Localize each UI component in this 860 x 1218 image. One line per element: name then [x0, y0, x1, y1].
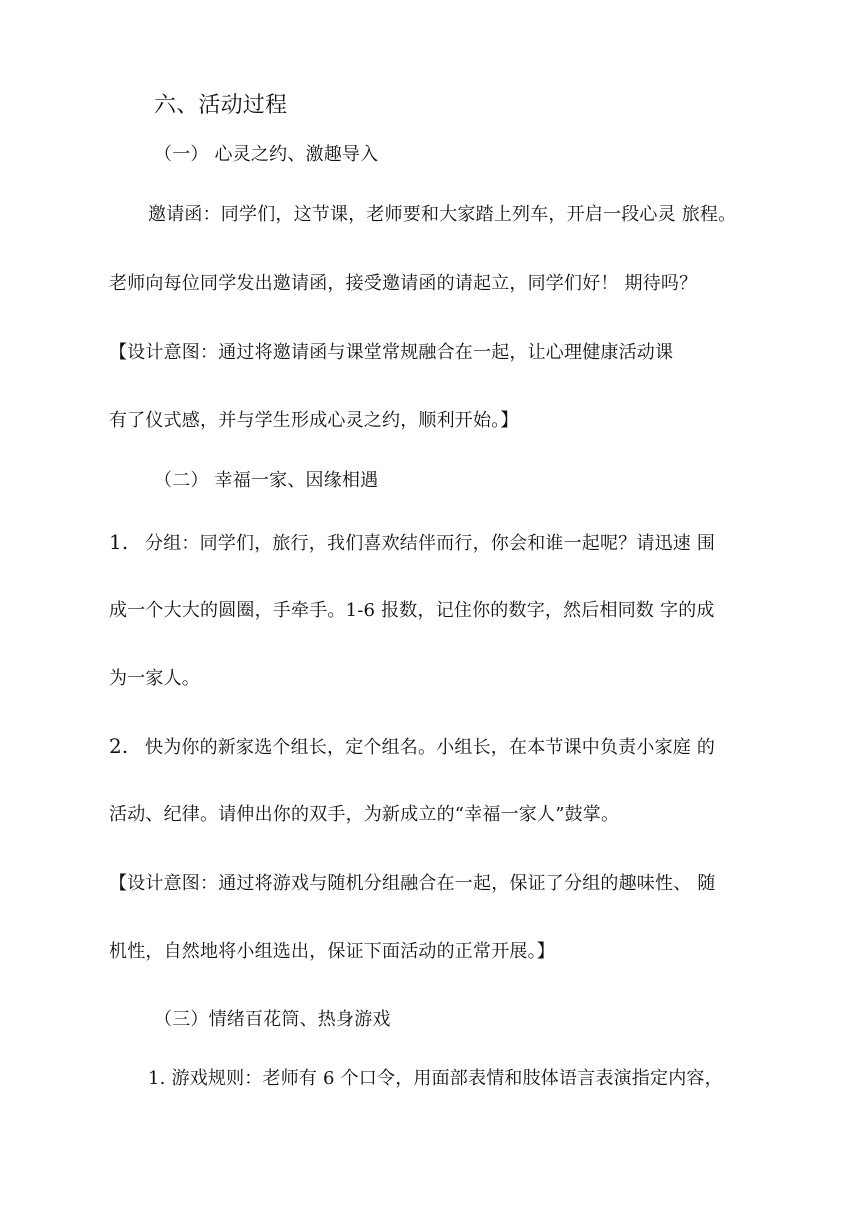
paragraph: 邀请函：同学们，这节课，老师要和大家踏上列车，开启一段心灵 旅程。: [148, 204, 737, 225]
design-intent: 【设计意图：通过将游戏与随机分组融合在一起，保证了分组的趣味性、 随: [109, 873, 716, 894]
paragraph: 老师向每位同学发出邀请函，接受邀请函的请起立，同学们好！ 期待吗？: [109, 273, 698, 294]
subsection-title-1: （一） 心灵之约、激趣导入: [154, 144, 379, 165]
list-item: 成一个大大的圆圈，手牵手。1-6 报数，记住你的数字，然后相同数 字的成: [109, 600, 715, 621]
subsection-title-3: （三）情绪百花筒、热身游戏: [154, 1009, 391, 1030]
list-item: 1. 游戏规则：老师有 6 个口令，用面部表情和肢体语言表演指定内容，: [148, 1068, 723, 1089]
design-intent: 【设计意图：通过将邀请函与课堂常规融合在一起，让心理健康活动课: [109, 342, 674, 363]
list-number: 2.: [109, 734, 129, 758]
list-item: 活动、纪律。请伸出你的双手，为新成立的“幸福一家人”鼓掌。: [109, 804, 620, 825]
list-item: 为一家人。: [109, 668, 200, 689]
subsection-title-2: （二） 幸福一家、因缘相遇: [154, 470, 379, 491]
section-heading: 六、活动过程: [154, 93, 288, 118]
list-item: 快为你的新家选个组长，定个组名。小组长，在本节课中负责小家庭 的: [145, 737, 716, 758]
design-intent: 机性，自然地将小组选出，保证下面活动的正常开展。】: [109, 941, 555, 962]
design-intent: 有了仪式感，并与学生形成心灵之约，顺利开始。】: [109, 410, 519, 431]
list-item: 分组：同学们，旅行，我们喜欢结伴而行，你会和谁一起呢？请迅速 围: [145, 533, 716, 554]
list-number: 1.: [109, 530, 129, 554]
